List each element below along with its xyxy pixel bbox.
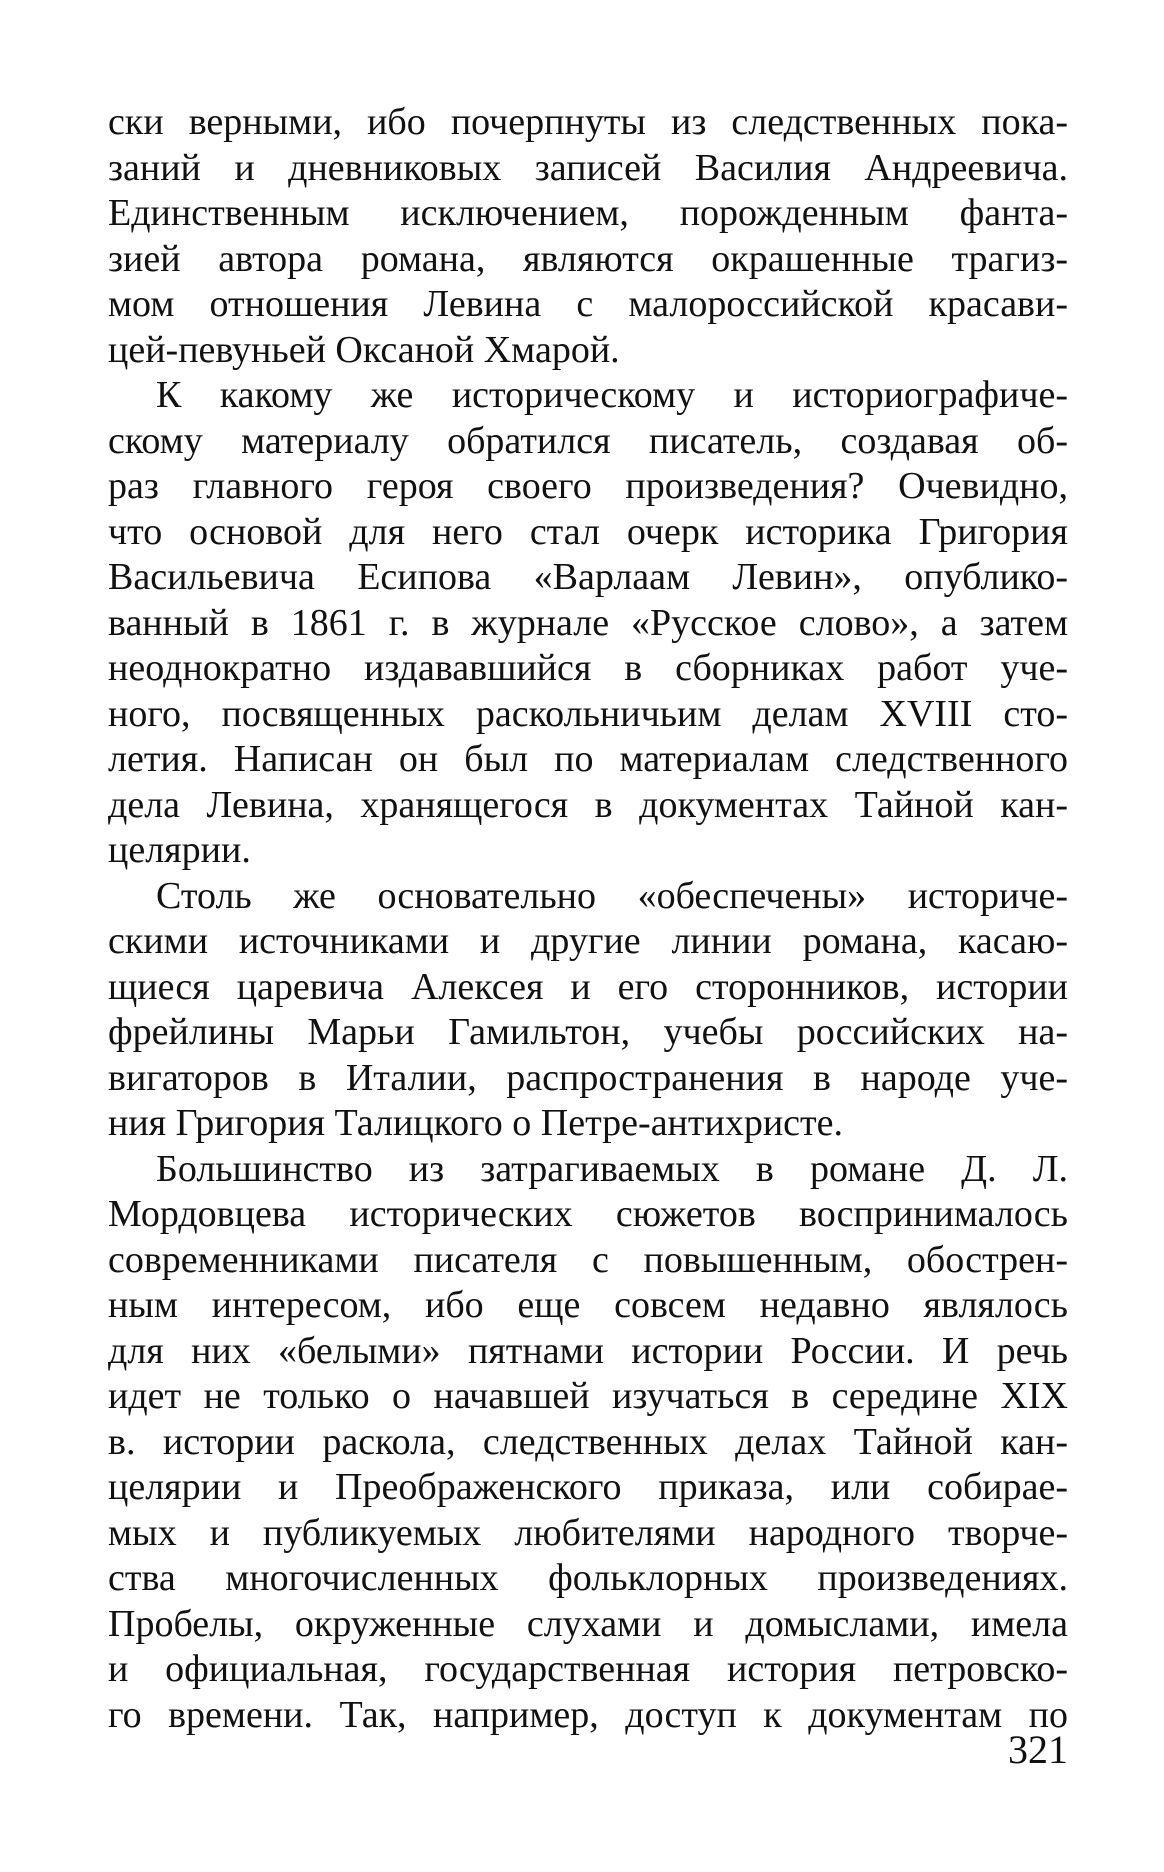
text-line: мых и публикуемых любителями народного творче- [108, 1511, 1068, 1554]
text-line: скому материалу обратился писатель, создавая об- [108, 419, 1068, 462]
text-line: целярии. [108, 829, 251, 871]
paragraph-2 [108, 373, 1068, 874]
paragraph-4 [108, 1147, 1068, 1739]
text-line: современниками писателя с повышенным, обострен- [108, 1238, 1068, 1281]
text-line: и официальная, государственная история петровско- [108, 1648, 1068, 1690]
text-line: зией автора романа, являются окрашенные трагиз- [108, 237, 1068, 280]
text-line: дела Левина, хранящегося в документах Тайной кан- [108, 783, 1068, 826]
text-line: Васильевича Есипова «Варлаам Левин», опублико- [108, 556, 1068, 598]
text-line: К какому же историческому и историографиче- [156, 374, 1068, 416]
text-line: цей-певуньей Оксаной Хмарой. [108, 328, 620, 371]
text-line: Большинство из затрагиваемых в романе Д. Л. [156, 1147, 1068, 1190]
text-line: ным интересом, ибо еще совсем недавно являлось [108, 1284, 1068, 1326]
text-line: идет не только о начавшей изучаться в середине XIX [108, 1375, 1068, 1417]
text-line: Столь же основательно «обеспечены» историче- [156, 874, 1068, 917]
text-line: что основой для него стал очерк историка Григория [108, 510, 1068, 553]
paragraph-3 [108, 874, 1068, 1147]
text-line: летия. Написан он был по материалам следственного [108, 738, 1068, 780]
text-line: фрейлины Марьи Гамильтон, учебы российских на- [108, 1011, 1068, 1053]
text-line: го времени. Так, например, доступ к документам по [108, 1693, 1068, 1736]
text-line: Пробелы, окруженные слухами и домыслами, имела [108, 1602, 1068, 1645]
text-line: Мордовцева исторических сюжетов воспринималось [108, 1193, 1068, 1235]
page-number: 321 [1008, 1727, 1068, 1772]
text-line: раз главного героя своего произведения? Очевидно, [108, 465, 1068, 507]
text-line: щиеся царевича Алексея и его сторонников, истории [108, 965, 1068, 1008]
text-line: ванный в 1861 г. в журнале «Русское слово», а затем [108, 601, 1068, 644]
text-line: вигаторов в Италии, распространения в народе уче- [108, 1056, 1068, 1099]
text-line: ния Григория Талицкого о Петре-антихристе. [108, 1102, 844, 1144]
text-line: в. истории раскола, следственных делах Тайной кан- [108, 1420, 1068, 1463]
text-line: скими источниками и другие линии романа, касаю- [108, 920, 1068, 962]
body-text [108, 100, 1068, 1738]
paragraph-1 [108, 100, 1068, 373]
text-line: мом отношения Левина с малороссийской красави- [108, 283, 1068, 325]
text-line: заний и дневниковых записей Василия Андреевича. [108, 146, 1068, 189]
text-line: неоднократно издававшийся в сборниках работ уче- [108, 647, 1068, 689]
text-line: Единственным исключением, порожденным фанта- [108, 192, 1068, 234]
text-line: ства многочисленных фольклорных произведениях. [108, 1557, 1068, 1599]
text-line: ски верными, ибо почерпнуты из следственных пока- [108, 101, 1068, 143]
text-line: ного, посвященных раскольничьим делам XVIII сто- [108, 692, 1068, 735]
text-line: целярии и Преображенского приказа, или собирае- [108, 1466, 1068, 1508]
text-line: для них «белыми» пятнами истории России. И речь [108, 1329, 1068, 1372]
